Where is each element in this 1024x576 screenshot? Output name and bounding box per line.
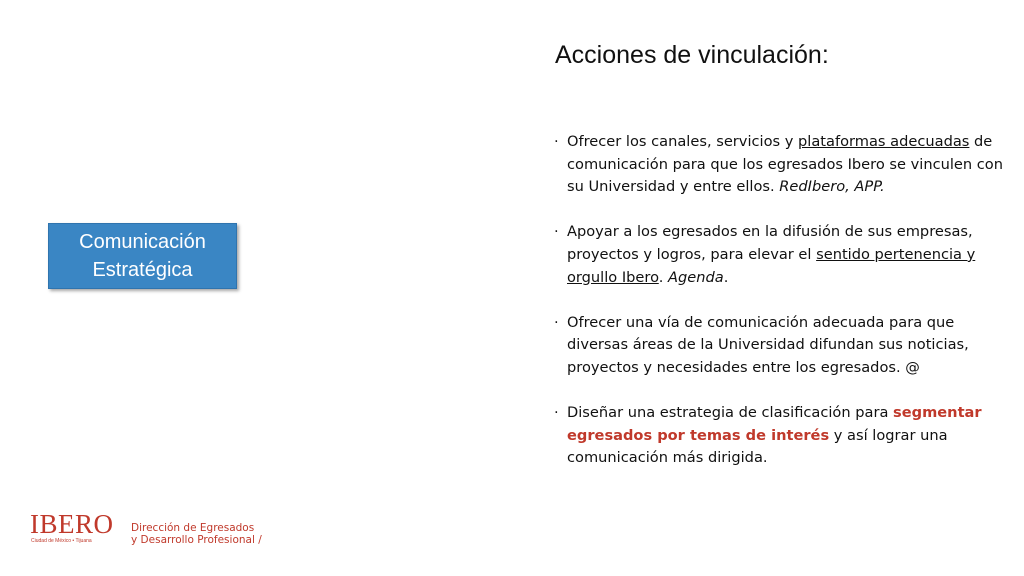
- bullet-text-part: y así lograr una comunicación más dirigida.: [567, 426, 948, 467]
- bullet-dot: ·: [554, 223, 559, 241]
- bullet-text: [567, 133, 1003, 195]
- section-box-line1: Comunicación: [79, 231, 206, 253]
- bullet-text-part: .: [723, 268, 729, 286]
- bullet-item: [554, 131, 1004, 199]
- bullet-list: [554, 131, 1004, 493]
- bullet-dot: ·: [554, 313, 559, 331]
- bullet-text-part: RedIbero, APP.: [779, 178, 885, 196]
- department-line2: y Desarrollo Profesional /: [131, 534, 262, 546]
- department-name: [131, 522, 262, 546]
- slide-title: Acciones de vinculación:: [555, 41, 829, 69]
- bullet-item: [554, 312, 1004, 380]
- ibero-logo: [30, 511, 114, 545]
- bullet-text-part: segmentar egresados por temas de interés: [567, 404, 982, 444]
- logo-subtitle: Ciudad de México • Tijuana: [31, 538, 92, 544]
- bullet-text-part: sentido pertenencia y orgullo Ibero: [567, 245, 976, 286]
- bullet-text-part: .: [658, 268, 669, 286]
- bullet-text-part: Apoyar a los egresados en la difusión de sus empresas, proyectos y logros, para elevar el: [567, 223, 973, 263]
- bullet-text-part: Ofrecer los canales, servicios y: [567, 133, 799, 150]
- bullet-text-part: Diseñar una estrategia de clasificación para: [567, 404, 894, 422]
- logo-wordmark: IBERO: [30, 509, 114, 539]
- section-box-line2: Estratégica: [92, 259, 193, 281]
- bullet-text: [567, 314, 969, 376]
- bullet-item: [554, 402, 1004, 470]
- bullet-item: [554, 221, 1004, 289]
- bullet-text-part: Agenda: [668, 268, 724, 286]
- bullet-text: [567, 223, 975, 285]
- bullet-text-part: Ofrecer una vía de comunicación adecuada para que diversas áreas de la Universidad difundan sus noticias, proyectos y necesidades entre los egresados. @: [567, 313, 969, 376]
- department-line1: Dirección de Egresados: [131, 522, 255, 534]
- bullet-text-part: de comunicación para que los egresados Ibero se vinculen con su Universidad y entre ellos.: [567, 133, 1003, 196]
- bullet-text: [567, 404, 982, 466]
- bullet-text-part: plataformas adecuadas: [798, 133, 970, 150]
- bullet-dot: ·: [554, 133, 559, 150]
- bullet-dot: ·: [554, 404, 559, 422]
- section-box: [48, 223, 237, 289]
